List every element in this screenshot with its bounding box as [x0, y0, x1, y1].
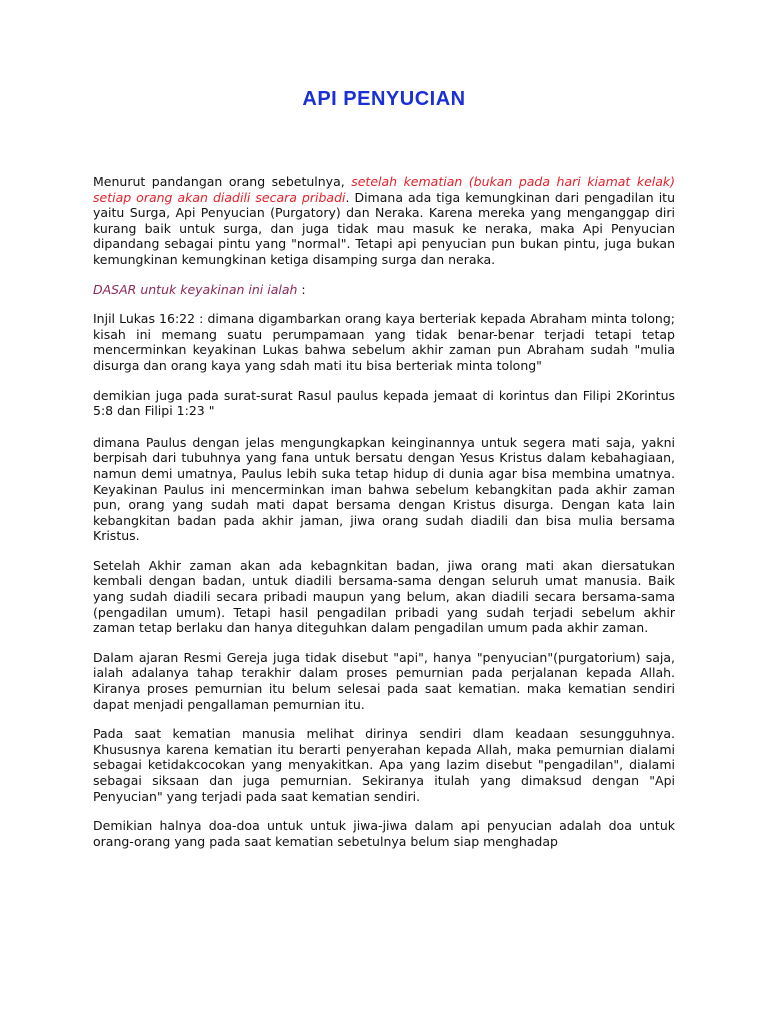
paragraph-doa: Demikian halnya doa-doa untuk untuk jiwa-jiwa dalam api penyucian adalah doa untuk orang-orang yang pada saat kematian sebetulnya belum siap menghadap — [93, 818, 675, 849]
document-body — [93, 174, 675, 849]
dasar-colon: : — [297, 281, 306, 297]
paragraph-korintus: demikian juga pada surat-surat Rasul paulus kepada jemaat di korintus dan Filipi 2Korintus 5:8 dan Filipi 1:23 " — [93, 387, 675, 419]
intro-lead: Menurut pandangan orang sebetulnya, — [93, 174, 352, 189]
intro-paragraph — [93, 174, 675, 268]
paragraph-lukas: Injil Lukas 16:22 : dimana digambarkan orang kaya berteriak kepada Abraham minta tolong; kisah ini memang suatu perumpamaan yang tidak benar-benar terjadi tetapi tetap mencerminkan keyakinan Lukas bahwa sebelum akhir zaman pun Abraham sudah "mulia disurga dan orang kaya yang sdah mati itu bisa berteriak minta tolong" — [93, 311, 675, 373]
page-title: API PENYUCIAN — [302, 88, 466, 110]
paragraph-saat-kematian: Pada saat kematian manusia melihat dirinya sendiri dlam keadaan sesungguhnya. Khususnya karena kematian itu berarti penyerahan kepada Allah, maka pemurnian dialami sebagai ketidakcocokan yang menyakitkan. Apa yang lazim disebut "pengadilan", dialami sebagai siksaan dan juga pemurnian. Sekiranya itulah yang dimaksud dengan "Api Penyucian" yang terjadi pada saat kematian sendiri. — [93, 726, 675, 804]
paragraph-paulus: dimana Paulus dengan jelas mengungkapkan keinginannya untuk segera mati saja, yakni berpisah dari tubuhnya yang fana untuk bersatu dengan Yesus Kristus dalam kebahagiaan, namun demi umatnya, Paulus lebih suka tetap hidup di dunia agar bisa membina umatnya. Keyakinan Paulus ini mencerminkan iman bahwa sebelum kebangkitan pada akhir zaman pun, orang yang sudah mati dapat bersama dengan Kristus disurga. Dengan kata lain kebangkitan badan pada akhir jaman, jiwa orang sudah diadili dan bisa mulia bersama Kristus. — [93, 434, 675, 544]
intro-highlight: setelah kematian (bukan pada hari kiamat kelak) setiap orang akan diadili secara pribadi — [93, 174, 676, 205]
intro-rest: . Dimana ada tiga kemungkinan dari pengadilan itu yaitu Surga, Api Penyucian (Purgatory) dan Neraka. Karena mereka yang menganggap diri kurang baik untuk surga, dan juga tidak mau masuk ke neraka, maka Api Penyucian dipandang sebagai pintu yang "normal". Tetapi api penyucian pun bukan pintu, juga bukan kemungkinan kemungkinan ketiga disamping surga dan neraka. — [93, 189, 675, 267]
dasar-heading — [93, 282, 675, 298]
paragraph-ajaran-gereja: Dalam ajaran Resmi Gereja juga tidak disebut "api", hanya "penyucian"(purgatorium) saja, ialah adalanya tahap terakhir dalam proses pemurnian pada perjalanan kepada Allah. Kiranya proses pemurnian itu belum selesai pada saat kematian. maka kematian sendiri dapat menjadi pengallaman pemurnian itu. — [93, 649, 675, 712]
paragraph-akhir-zaman: Setelah Akhir zaman akan ada kebagnkitan badan, jiwa orang mati akan diersatukan kembali dengan badan, untuk diadili bersama-sama dengan seluruh umat manusia. Baik yang sudah diadili secara pribadi maupun yang belum, akan diadili secara bersama-sama (pengadilan umum). Tetapi hasil pengadilan pribadi yang sudah terjadi sebelum akhir zaman tetap berlaku dan hanya diteguhkan dalam pengadilan umum pada akhir zaman. — [93, 557, 675, 636]
dasar-label: DASAR untuk keyakinan ini ialah — [93, 281, 298, 297]
